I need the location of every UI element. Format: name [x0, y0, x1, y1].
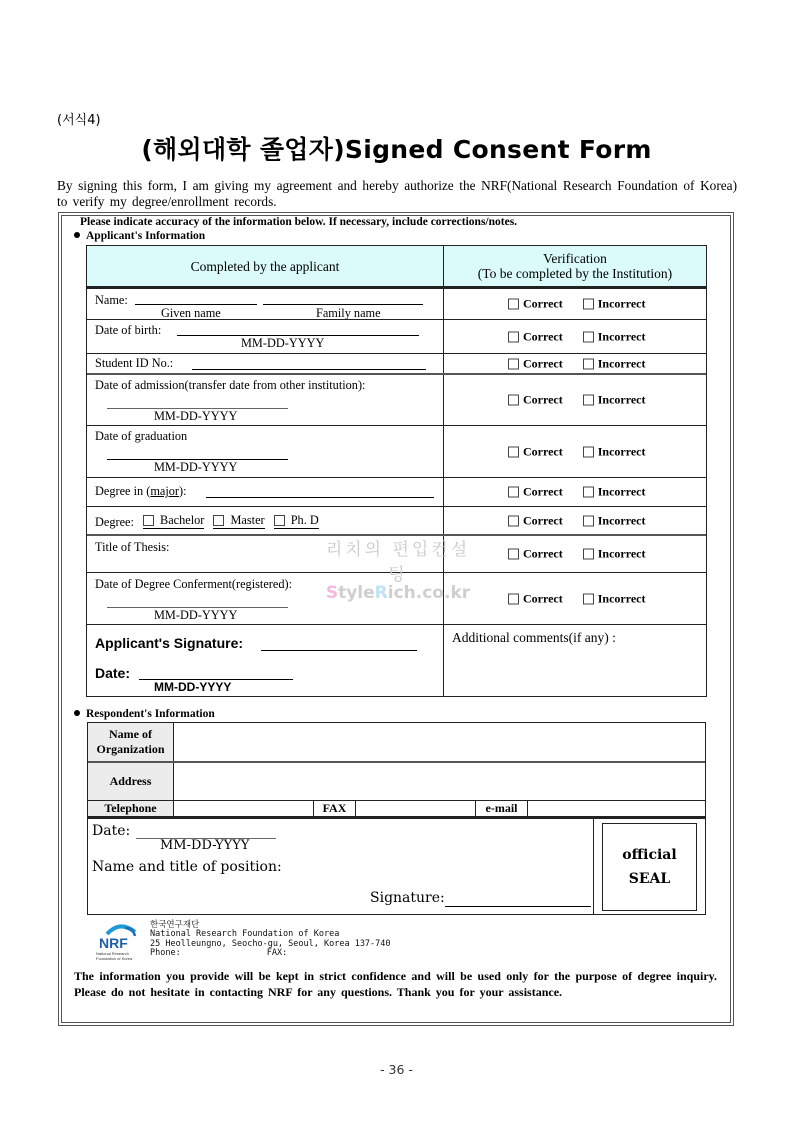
organization-field[interactable]	[174, 723, 705, 761]
correct-checkbox[interactable]: Correct	[508, 547, 563, 562]
form-code: (서식4)	[57, 113, 101, 128]
correct-checkbox[interactable]: Correct	[508, 297, 563, 312]
correct-checkbox[interactable]: Correct	[508, 393, 563, 408]
verify-name	[508, 297, 646, 312]
verify-dob	[508, 329, 646, 344]
family-name-field[interactable]	[263, 292, 423, 305]
respondent-signature-field[interactable]	[445, 889, 591, 907]
correct-checkbox[interactable]: Correct	[508, 513, 563, 528]
row-organization	[88, 723, 705, 761]
bullet-icon	[74, 710, 80, 716]
verify-graduation	[508, 444, 646, 459]
given-name-field[interactable]	[135, 292, 257, 305]
incorrect-checkbox[interactable]: Incorrect	[583, 297, 646, 312]
row-conferment: Date of Degree Conferment(registered): MM-DD-YYYY Correct Incorrect	[87, 572, 706, 624]
correct-checkbox[interactable]: Correct	[508, 485, 563, 500]
nrf-contact-info: 한국연구재단 National Research Foundation of Korea 25 Heolleungno, Seocho-gu, Seoul, Korea 137-740 Phone: FAX:	[150, 920, 391, 958]
name-title-label: Name and title of position:	[92, 859, 282, 875]
applicant-table	[86, 245, 707, 697]
correct-checkbox[interactable]: Correct	[508, 591, 563, 606]
row-dob: Date of birth: MM-DD-YYYY Correct Incorrect	[87, 319, 706, 353]
student-id-label: Student ID No.:	[95, 356, 174, 370]
header-applicant: Completed by the applicant	[87, 246, 444, 286]
degree-phd-checkbox[interactable]: Ph. D	[274, 513, 319, 529]
instructions: Please indicate accuracy of the information below. If necessary, include corrections/notes.	[80, 216, 518, 228]
applicant-date-field[interactable]	[139, 665, 293, 680]
verify-degree	[508, 513, 646, 528]
row-admission: Date of admission(transfer date from other institution): MM-DD-YYYY Correct Incorrect	[87, 373, 706, 425]
svg-text:National Research: National Research	[96, 951, 129, 956]
comments-label: Additional comments(if any) :	[452, 630, 616, 645]
verify-major	[508, 485, 646, 500]
major-label: Degree in (major):	[95, 484, 187, 498]
verify-student-id	[508, 356, 646, 371]
graduation-date-field[interactable]	[107, 446, 288, 460]
incorrect-checkbox[interactable]: Incorrect	[583, 393, 646, 408]
applicant-signature-field[interactable]	[261, 635, 417, 651]
verify-admission	[508, 393, 646, 408]
incorrect-checkbox[interactable]: Incorrect	[583, 329, 646, 344]
dob-field[interactable]	[177, 322, 419, 336]
row-graduation: Date of graduation MM-DD-YYYY Correct Incorrect	[87, 425, 706, 477]
row-thesis	[87, 534, 706, 572]
fax-field[interactable]	[356, 801, 476, 816]
intro-paragraph: By signing this form, I am giving my agreement and hereby authorize the NRF(National Research Foundation of Korea) to verify my degree/enrollment records.	[57, 178, 737, 209]
respondent-signature-label: Signature:	[370, 890, 445, 906]
telephone-field[interactable]	[174, 801, 314, 816]
graduation-label: Date of graduation	[95, 429, 188, 443]
applicant-section-heading: Applicant's Information	[74, 230, 205, 242]
official-seal-box[interactable]: official SEAL	[602, 823, 697, 911]
email-label: e-mail	[476, 801, 528, 816]
correct-checkbox[interactable]: Correct	[508, 356, 563, 371]
email-field[interactable]	[528, 801, 705, 816]
degree-master-checkbox[interactable]: Master	[213, 513, 264, 529]
row-student-id	[87, 353, 706, 373]
address-label: Address	[88, 763, 174, 800]
comments-field[interactable]	[444, 625, 706, 696]
respondent-date-label: Date:	[92, 823, 131, 839]
incorrect-checkbox[interactable]: Incorrect	[583, 591, 646, 606]
degree-bachelor-checkbox[interactable]: Bachelor	[143, 513, 204, 529]
bullet-icon	[74, 232, 80, 238]
header-verification: Verification (To be completed by the Institution)	[477, 251, 673, 281]
respondent-table	[87, 722, 706, 817]
respondent-signature-block: Date: MM-DD-YYYY Name and title of position: Signature: official SEAL	[87, 816, 706, 915]
conferment-label: Date of Degree Conferment(registered):	[95, 577, 292, 591]
incorrect-checkbox[interactable]: Incorrect	[583, 547, 646, 562]
row-major	[87, 477, 706, 506]
verify-thesis	[508, 547, 646, 562]
organization-label: Name of Organization	[88, 723, 174, 761]
applicant-date-label: Date:	[95, 665, 131, 681]
name-title-field[interactable]	[88, 855, 593, 879]
table-header-row	[87, 246, 706, 286]
fax-label: FAX	[314, 801, 356, 816]
row-signature: Applicant's Signature: Date: MM-DD-YYYY Additional comments(if any) :	[87, 624, 706, 696]
dob-label: Date of birth:	[95, 323, 162, 337]
thesis-label: Title of Thesis:	[95, 540, 170, 554]
conferment-date-field[interactable]	[107, 594, 288, 608]
respondent-section-heading: Respondent's Information	[74, 708, 215, 720]
thesis-field[interactable]	[87, 536, 444, 572]
row-name: Name: Given name Family name Correct Incorrect	[87, 286, 706, 319]
svg-text:NRF: NRF	[99, 935, 128, 951]
svg-text:Foundation of Korea: Foundation of Korea	[96, 956, 133, 961]
row-contact	[88, 800, 705, 816]
telephone-label: Telephone	[88, 801, 174, 816]
row-address	[88, 761, 705, 800]
degree-options: Degree: Bachelor Master Ph. D	[95, 513, 319, 529]
nrf-logo	[95, 922, 145, 962]
confidentiality-note: The information you provide will be kept in strict confidence and will be used only for the purpose of degree inquiry. Please do not hesitate in contacting NRF for any questions. Thank you for your assistance.	[74, 969, 717, 999]
page-title: (해외대학 졸업자)Signed Consent Form	[141, 135, 652, 164]
row-degree	[87, 506, 706, 534]
correct-checkbox[interactable]: Correct	[508, 329, 563, 344]
applicant-signature-label: Applicant's Signature:	[95, 635, 244, 651]
name-label: Name:	[95, 293, 128, 307]
page-number: - 36 -	[380, 1062, 413, 1077]
address-field[interactable]	[174, 763, 705, 800]
correct-checkbox[interactable]: Correct	[508, 444, 563, 459]
admission-date-field[interactable]	[107, 395, 288, 409]
respondent-date-field[interactable]	[136, 823, 276, 839]
incorrect-checkbox[interactable]: Incorrect	[583, 356, 646, 371]
admission-label: Date of admission(transfer date from other institution):	[95, 378, 366, 392]
student-id-field[interactable]	[192, 356, 426, 370]
nrf-logo-icon	[95, 922, 145, 962]
watermark: 리치의 편입컨설팅 StyleRich.co.kr	[325, 540, 471, 603]
major-field[interactable]	[206, 484, 434, 498]
incorrect-checkbox[interactable]: Incorrect	[583, 444, 646, 459]
incorrect-checkbox[interactable]: Incorrect	[583, 513, 646, 528]
verify-conferment	[508, 591, 646, 606]
incorrect-checkbox[interactable]: Incorrect	[583, 485, 646, 500]
